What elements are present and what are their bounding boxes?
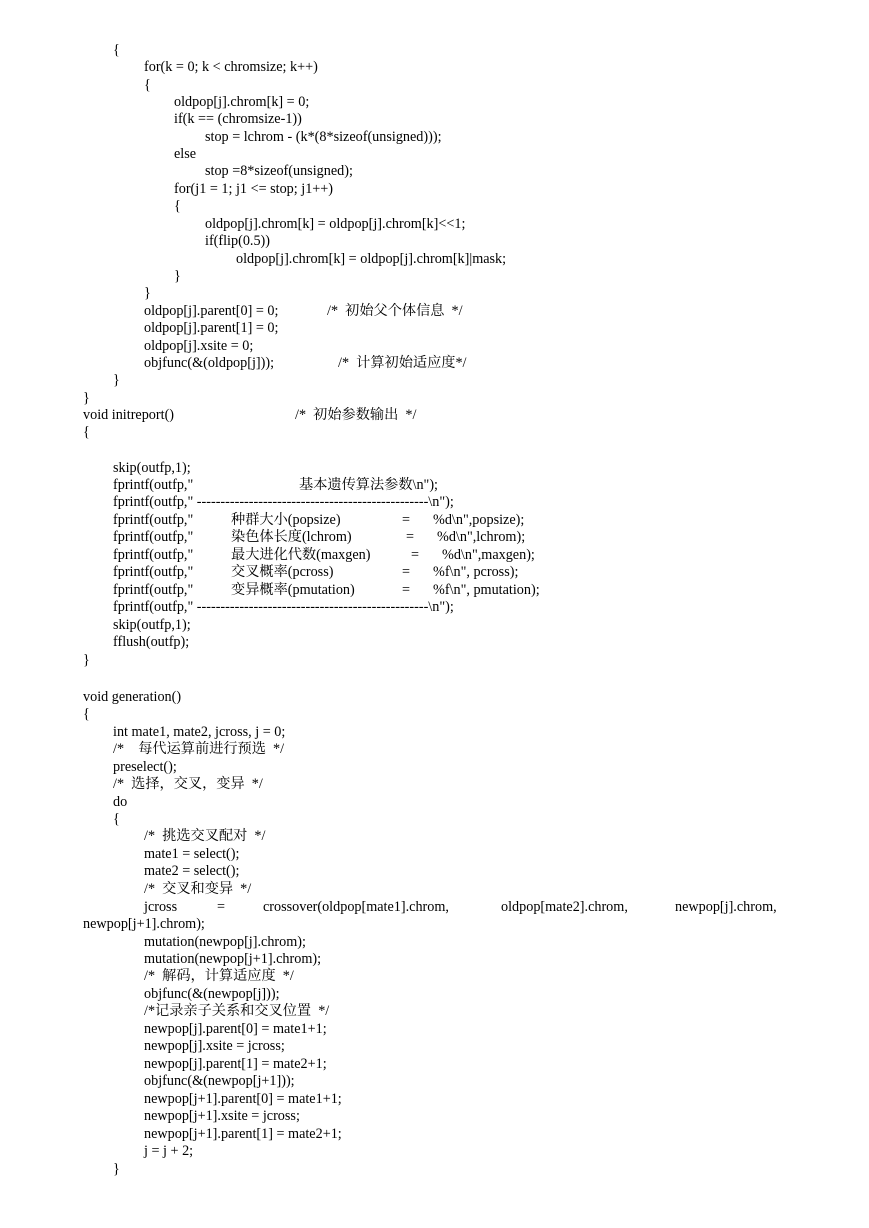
- code-text: stop = lchrom - (k*(8*sizeof(unsigned)));: [205, 129, 442, 145]
- code-text: fprintf(outfp,": [113, 564, 194, 580]
- code-text: %d\n",maxgen);: [442, 547, 535, 563]
- code-text: fprintf(outfp," -------------------------------------------------\n");: [113, 599, 454, 615]
- code-text: %f\n", pmutation);: [433, 582, 540, 598]
- code-text: newpop[j+1].parent[1] = mate2+1;: [144, 1126, 342, 1142]
- code-text: fprintf(outfp,": [113, 477, 194, 493]
- code-text: if(k == (chromsize-1)): [174, 111, 302, 127]
- code-comment: /* 挑选交叉配对 */: [144, 828, 266, 844]
- code-text: objfunc(&(newpop[j]));: [144, 986, 280, 1002]
- code-text: =: [402, 564, 411, 580]
- code-comment: /* 每代运算前进行预选 */: [113, 741, 285, 757]
- code-text: 变异概率(pmutation): [231, 582, 355, 598]
- code-text: int mate1, mate2, jcross, j = 0;: [113, 724, 286, 740]
- code-text: newpop[j].chrom,: [675, 899, 777, 915]
- code-text: {: [113, 42, 120, 58]
- code-text: 染色体长度(lchrom): [231, 529, 352, 545]
- code-comment: /* 初始参数输出 */: [295, 407, 417, 423]
- code-text: oldpop[j].parent[1] = 0;: [144, 320, 279, 336]
- code-text: fprintf(outfp," -------------------------------------------------\n");: [113, 494, 454, 510]
- code-text: mate1 = select();: [144, 846, 240, 862]
- code-text: oldpop[j].chrom[k] = oldpop[j].chrom[k]<<1;: [205, 216, 466, 232]
- code-text: objfunc(&(oldpop[j]));: [144, 355, 275, 371]
- code-text: =: [217, 899, 226, 915]
- code-text: {: [83, 706, 90, 722]
- code-text: {: [174, 198, 181, 214]
- code-text: }: [174, 268, 181, 284]
- code-text: for(j1 = 1; j1 <= stop; j1++): [174, 181, 334, 197]
- code-text: newpop[j].xsite = jcross;: [144, 1038, 285, 1054]
- code-text: }: [83, 652, 90, 668]
- code-text: }: [83, 390, 90, 406]
- code-line: [113, 564, 519, 581]
- code-text: %f\n", pcross);: [433, 564, 519, 580]
- code-text: oldpop[j].parent[0] = 0;: [144, 303, 279, 319]
- code-text: mutation(newpop[j+1].chrom);: [144, 951, 322, 967]
- code-comment: /* 计算初始适应度*/: [338, 355, 467, 371]
- code-text: oldpop[j].xsite = 0;: [144, 338, 254, 354]
- code-comment: /* 选择，交叉，变异 */: [113, 776, 263, 792]
- code-text: newpop[j+1].parent[0] = mate1+1;: [144, 1091, 342, 1107]
- code-text: {: [113, 811, 120, 827]
- code-text: =: [402, 512, 411, 528]
- code-text: newpop[j].parent[0] = mate1+1;: [144, 1021, 327, 1037]
- code-text: 交叉概率(pcross): [231, 564, 334, 580]
- code-text: void initreport(): [83, 407, 175, 423]
- code-text: %d\n",lchrom);: [437, 529, 526, 545]
- code-text: fprintf(outfp,": [113, 547, 194, 563]
- code-text: skip(outfp,1);: [113, 617, 191, 633]
- code-text: preselect();: [113, 759, 177, 775]
- code-text: 最大进化代数(maxgen): [231, 547, 371, 563]
- code-line: [113, 529, 526, 546]
- code-text: oldpop[j].chrom[k] = 0;: [174, 94, 310, 110]
- code-text: do: [113, 794, 128, 810]
- code-line: [144, 355, 467, 372]
- code-line: [113, 547, 535, 564]
- code-text: oldpop[mate2].chrom,: [501, 899, 628, 915]
- code-line: [113, 477, 438, 494]
- code-text: oldpop[j].chrom[k] = oldpop[j].chrom[k]|mask;: [236, 251, 507, 267]
- code-text: }: [144, 285, 151, 301]
- code-text: newpop[j+1].chrom);: [83, 916, 205, 932]
- code-text: {: [144, 77, 151, 93]
- code-line: [113, 512, 525, 529]
- code-text: jcross: [144, 899, 178, 915]
- code-text: 种群大小(popsize): [231, 512, 341, 528]
- code-text: mate2 = select();: [144, 863, 240, 879]
- code-text: stop =8*sizeof(unsigned);: [205, 163, 353, 179]
- code-comment: /* 解码，计算适应度 */: [144, 968, 294, 984]
- code-text: skip(outfp,1);: [113, 460, 191, 476]
- code-text: fprintf(outfp,": [113, 512, 194, 528]
- code-text: mutation(newpop[j].chrom);: [144, 934, 306, 950]
- code-text: fflush(outfp);: [113, 634, 190, 650]
- code-comment: /*记录亲子关系和交叉位置 */: [144, 1003, 330, 1019]
- code-text: if(flip(0.5)): [205, 233, 271, 249]
- code-text: 基本遗传算法参数\n");: [299, 477, 438, 493]
- code-text: objfunc(&(newpop[j+1]));: [144, 1073, 295, 1089]
- code-text: %d\n",popsize);: [433, 512, 525, 528]
- code-comment: /* 交叉和变异 */: [144, 881, 252, 897]
- code-line: [144, 899, 777, 916]
- code-text: }: [113, 1161, 120, 1177]
- code-text: {: [83, 424, 90, 440]
- code-text: for(k = 0; k < chromsize; k++): [144, 59, 318, 75]
- code-text: fprintf(outfp,": [113, 582, 194, 598]
- code-line: [144, 303, 463, 320]
- code-text: else: [174, 146, 197, 162]
- code-text: newpop[j].parent[1] = mate2+1;: [144, 1056, 327, 1072]
- code-text: crossover(oldpop[mate1].chrom,: [263, 899, 449, 915]
- code-text: newpop[j+1].xsite = jcross;: [144, 1108, 300, 1124]
- code-text: }: [113, 372, 120, 388]
- code-line: [113, 582, 540, 599]
- code-line: [83, 407, 417, 424]
- code-text: fprintf(outfp,": [113, 529, 194, 545]
- code-text: =: [406, 529, 415, 545]
- code-text: void generation(): [83, 689, 182, 705]
- code-text: j = j + 2;: [144, 1143, 194, 1159]
- code-comment: /* 初始父个体信息 */: [327, 303, 463, 319]
- code-text: =: [411, 547, 420, 563]
- code-text: =: [402, 582, 411, 598]
